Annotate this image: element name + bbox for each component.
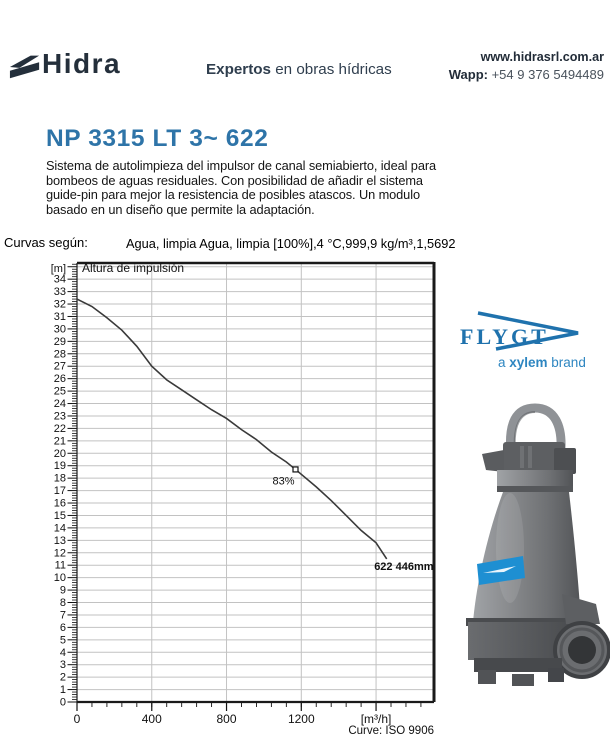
fluid-conditions-text: Agua, limpia Agua, limpia [100%],4 °C,999,9 kg/m³,1,5692 <box>126 236 456 251</box>
y-tick-label: 21 <box>53 435 66 448</box>
y-tick-label: 26 <box>53 373 66 386</box>
y-tick-label: 6 <box>59 621 66 634</box>
description-line: bombeos de aguas residuales. Con posibilidad de añadir el sistema <box>46 172 423 188</box>
y-tick-label: 1 <box>59 684 66 697</box>
y-tick-label: 8 <box>59 597 66 610</box>
pump-foot <box>512 674 534 686</box>
description-line: guide-pin para mejor la resistencia de posibles atascos. Un modulo <box>46 187 420 203</box>
contact-block <box>449 50 604 82</box>
pump-product-image <box>448 398 610 690</box>
x-tick-label: 0 <box>73 712 81 726</box>
y-tick-label: 25 <box>53 385 66 398</box>
y-tick-label: 5 <box>59 634 66 647</box>
xylem-brand-text: a xylem brand <box>498 355 586 370</box>
flygt-logo <box>450 300 610 375</box>
efficiency-label: 83% <box>272 475 295 488</box>
y-tick-label: 20 <box>53 447 66 460</box>
y-tick-label: 32 <box>53 298 66 311</box>
curve-id-label: 622 446mm <box>374 561 434 574</box>
x-tick-label: 1200 <box>287 712 315 726</box>
y-tick-label: 9 <box>59 584 66 597</box>
y-tick-label: 31 <box>53 310 66 323</box>
description-line: basado en un diseño que permite la adaptación. <box>46 201 315 217</box>
y-tick-label: 10 <box>53 572 66 585</box>
y-tick-label: 22 <box>53 422 66 435</box>
pump-cable-gland <box>482 450 504 472</box>
y-tick-label: 18 <box>53 472 66 485</box>
tagline-bold: Expertos <box>206 61 271 78</box>
y-tick-label: 30 <box>53 323 66 336</box>
y-tick-label: 12 <box>53 547 66 560</box>
x-tick-label: 400 <box>141 712 162 726</box>
y-tick-label: 33 <box>53 286 66 299</box>
pump-curve <box>77 299 387 559</box>
y-tick-label: 14 <box>53 522 66 535</box>
y-tick-label: 16 <box>53 497 66 510</box>
y-tick-label: 11 <box>54 559 66 572</box>
x-tick-label: [m³/h] <box>360 712 392 726</box>
curves-section-label: Curvas según: <box>4 235 88 250</box>
y-tick-label: 3 <box>59 659 66 672</box>
y-tick-label: 0 <box>59 696 66 709</box>
curve-standard-label: Curve: ISO 9906 <box>348 725 434 737</box>
whatsapp-label: Wapp: <box>448 67 488 82</box>
tagline <box>206 61 392 78</box>
y-tick-label: 4 <box>59 646 66 659</box>
product-title: NP 3315 LT 3~ 622 <box>46 125 269 152</box>
y-tick-label: 29 <box>53 335 66 348</box>
product-description <box>46 159 436 217</box>
x-tick-label: 800 <box>216 712 237 726</box>
website-text: www.hidrasrl.com.ar <box>480 50 604 64</box>
y-tick-label: 7 <box>59 609 66 622</box>
brand-name: Hidra <box>42 48 122 79</box>
y-tick-label: 23 <box>53 410 66 423</box>
whatsapp-number: +54 9 376 5494489 <box>487 67 604 82</box>
hidra-logo-icon <box>8 50 42 82</box>
chart-title: Altura de impulsión <box>82 261 185 275</box>
y-tick-label: 2 <box>59 671 66 684</box>
flygt-logo-text: FLYGT <box>460 324 549 349</box>
description-line: Sistema de autolimpieza del impulsor de canal semiabierto, ideal para <box>46 158 437 173</box>
efficiency-marker <box>293 467 298 472</box>
performance-curve-chart <box>0 255 470 745</box>
y-tick-label: 19 <box>53 460 66 473</box>
pump-foot <box>478 670 496 684</box>
y-tick-label: 27 <box>53 360 66 373</box>
y-tick-label: 24 <box>53 398 66 411</box>
y-tick-label: 15 <box>53 509 66 522</box>
tagline-rest: en obras hídricas <box>271 61 392 78</box>
whatsapp-line <box>449 67 604 82</box>
y-axis-unit: [m] <box>50 263 66 275</box>
y-tick-label: 13 <box>53 534 66 547</box>
y-tick-label: 34 <box>53 273 66 286</box>
y-tick-label: 17 <box>53 485 66 498</box>
y-tick-label: 28 <box>53 348 66 361</box>
